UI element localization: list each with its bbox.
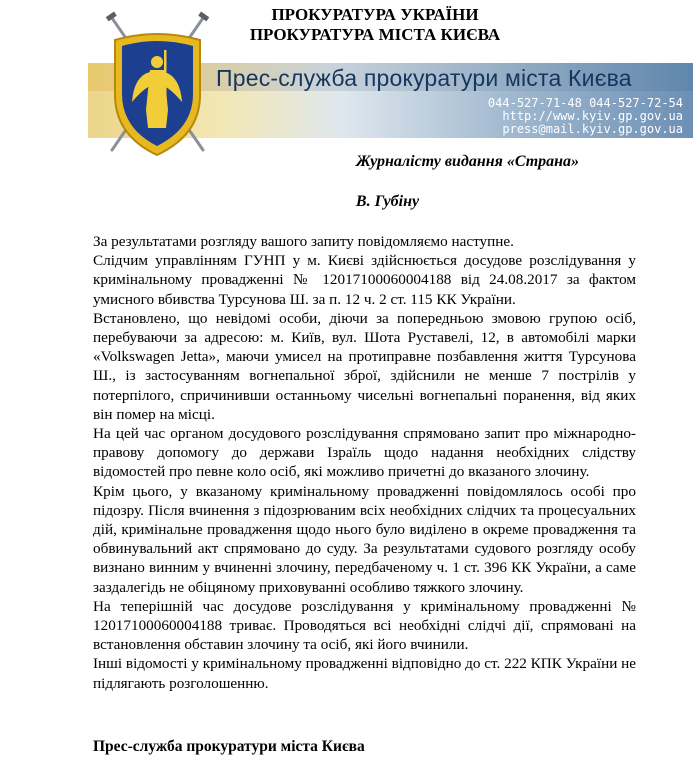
paragraph-2: Слідчим управлінням ГУНП у м. Києві здійснюється досудове розслідування у кримінальному провадженні № 12017100060004188 від 24.08.2017 за фактом умисного вбивства Турсунова Ш. за п. 12 ч. 2 ст. 115 КК України. — [93, 252, 636, 308]
header-line-2: ПРОКУРАТУРА МІСТА КИЄВА — [249, 25, 501, 44]
banner-website: http://www.kyiv.gp.gov.ua — [502, 109, 683, 123]
paragraph-6: На теперішній час досудове розслідування у кримінальному провадженні № 12017100060004188 триває. Проводяться всі необхідні слідчі дії, спрямовані на встановлення обставин злочину та осіб, які його вчинили. — [93, 597, 636, 654]
paragraph-5: Крім цього, у вказаному кримінальному провадженні повідомлялось особі про підозру. Після вчинення з підозрюваним всіх необхідних слідчих та процесуальних дій, кримінальне провадження щодо нього було виділено в окреме провадження та обвинувальний акт спрямовано до суду. За результатами судового розгляду особу визнано винним у вчиненні злочину, передбаченому ч. 1 ст. 396 КК України, а саме заздалегідь не обіцяному приховуванні особливо тяжкого злочину. — [93, 482, 636, 596]
banner-title: Прес-служба прокуратури міста Києва — [216, 65, 632, 91]
addressee-line-1: Журналісту видання «Страна» — [355, 153, 580, 170]
header-line-1: ПРОКУРАТУРА УКРАЇНИ — [271, 5, 479, 24]
banner-email: press@mail.kyiv.gp.gov.ua — [502, 122, 683, 136]
banner-phones: 044-527-71-48 044-527-72-54 — [487, 96, 683, 110]
paragraph-3: Встановлено, що невідомі особи, діючи за попередньою змовою групою осіб, перебуваючи за адресою: м. Київ, вул. Шота Руставелі, 12, в автомобілі марки «Volkswagen Jetta», маючи умисел на протиправне позбавлення життя Турсунова Ш., із застосуванням вогнепальної зброї, здійснили не менше 7 пострілів у потерпілого, спричинивши останньому чисельні вогнепальні поранення, від яких він помер на місці. — [93, 309, 636, 423]
paragraph-7: Інші відомості у кримінальному провадженні відповідно до ст. 222 КПК України не підлягають розголошенню. — [93, 655, 636, 692]
addressee-line-2: В. Губіну — [355, 193, 420, 210]
signature: Прес-служба прокуратури міста Києва — [93, 738, 365, 755]
letter-body — [93, 232, 636, 693]
paragraph-4: На цей час органом досудового розслідування спрямовано запит про міжнародно-правову допомогу до держави Ізраїль щодо надання необхідних слідству відомостей про певне коло осіб, які можливо причетні до вказаного злочину. — [93, 425, 636, 481]
prosecutor-emblem-icon — [100, 10, 215, 160]
paragraph-1: За результатами розгляду вашого запиту повідомляємо наступне. — [93, 233, 514, 250]
